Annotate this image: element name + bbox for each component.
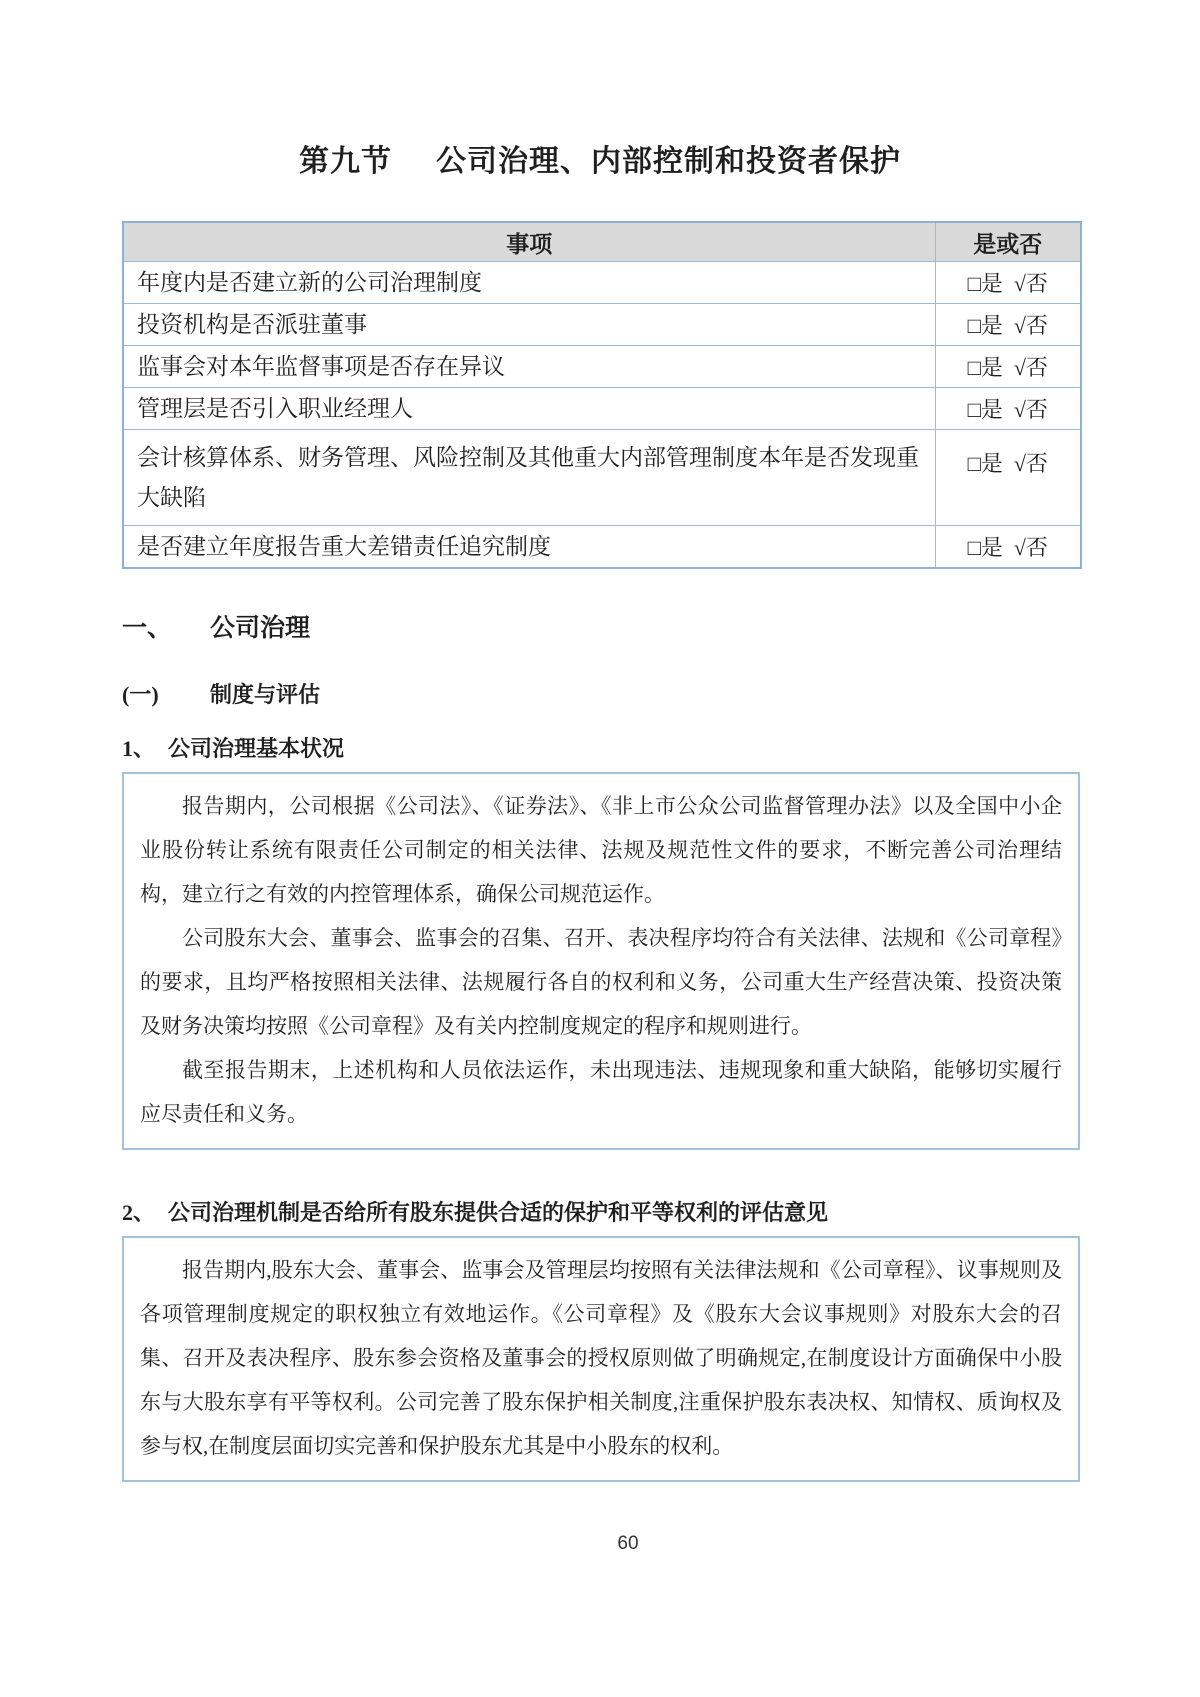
answer-cell: □是 √否 <box>935 304 1081 346</box>
answer-cell: □是 √否 <box>935 430 1081 526</box>
column-header-item: 事项 <box>123 222 935 262</box>
item-heading-governance-basic-status <box>122 735 1080 762</box>
paragraph: 截至报告期末，上述机构和人员依法运作，未出现违法、违规现象和重大缺陷，能够切实履行应尽责任和义务。 <box>140 1058 1062 1126</box>
answer-cell: □是 √否 <box>935 388 1081 430</box>
item-cell: 年度内是否建立新的公司治理制度 <box>123 262 935 304</box>
column-header-yes-or-no: 是或否 <box>935 222 1081 262</box>
item-cell: 投资机构是否派驻董事 <box>123 304 935 346</box>
answer-cell: □是 √否 <box>935 262 1081 304</box>
paragraph: 公司股东大会、董事会、监事会的召集、召开、表决程序均符合有关法律、法规和《公司章程》的要求，且均严格按照相关法律、法规履行各自的权利和义务，公司重大生产经营决策、投资决策及财务决策均按照《公司章程》及有关内控制度规定的程序和规则进行。 <box>140 926 1062 1038</box>
item-heading-shareholder-protection-evaluation <box>122 1199 1080 1226</box>
page-title <box>0 140 1200 184</box>
item-cell: 是否建立年度报告重大差错责任追究制度 <box>123 526 935 569</box>
answer-cell: □是 √否 <box>935 346 1081 388</box>
table-row <box>123 304 1081 346</box>
subsection-number: (一) <box>122 682 159 707</box>
table-row <box>123 430 1081 526</box>
page-number: 60 <box>617 1533 639 1554</box>
item-cell: 监事会对本年监督事项是否存在异议 <box>123 346 935 388</box>
section-label: 公司治理 <box>210 615 311 642</box>
table-row <box>123 262 1081 304</box>
section-number: 一、 <box>122 615 173 642</box>
paragraph: 报告期内，公司根据《公司法》、《证券法》、《非上市公众公司监督管理办法》以及全国中小企业股份转让系统有限责任公司制定的相关法律、法规及规范性文件的要求，不断完善公司治理结构，建立行之有效的内控管理体系，确保公司规范运作。 <box>140 794 1062 906</box>
table-row <box>123 526 1081 569</box>
item-label: 公司治理机制是否给所有股东提供合适的保护和平等权利的评估意见 <box>168 1200 829 1225</box>
item-label: 公司治理基本状况 <box>168 736 345 761</box>
subsection-label: 制度与评估 <box>210 682 321 707</box>
item-cell: 管理层是否引入职业经理人 <box>123 388 935 430</box>
governance-yes-no-table <box>122 221 1082 569</box>
governance-status-text-box <box>122 772 1080 1150</box>
table-row <box>123 346 1081 388</box>
table-row <box>123 388 1081 430</box>
shareholder-protection-text-box <box>122 1236 1080 1482</box>
item-number: 2、 <box>122 1200 156 1225</box>
item-number: 1、 <box>122 736 156 761</box>
subsection-heading-system-and-evaluation <box>122 681 1080 708</box>
paragraph: 报告期内,股东大会、董事会、监事会及管理层均按照有关法律法规和《公司章程》、议事规则及各项管理制度规定的职权独立有效地运作。《公司章程》及《股东大会议事规则》对股东大会的召集、召开及表决程序、股东参会资格及董事会的授权原则做了明确规定,在制度设计方面确保中小股东与大股东享有平等权利。公司完善了股东保护相关制度,注重保护股东表决权、知情权、质询权及参与权,在制度层面切实完善和保护股东尤其是中小股东的权利。 <box>140 1258 1062 1458</box>
section-heading-corporate-governance <box>122 614 1080 644</box>
table-header-row <box>123 222 1081 262</box>
item-cell: 会计核算体系、财务管理、风险控制及其他重大内部管理制度本年是否发现重大缺陷 <box>123 430 935 526</box>
title-text: 公司治理、内部控制和投资者保护 <box>436 145 901 178</box>
answer-cell: □是 √否 <box>935 526 1081 569</box>
title-section-number: 第九节 <box>299 145 392 178</box>
